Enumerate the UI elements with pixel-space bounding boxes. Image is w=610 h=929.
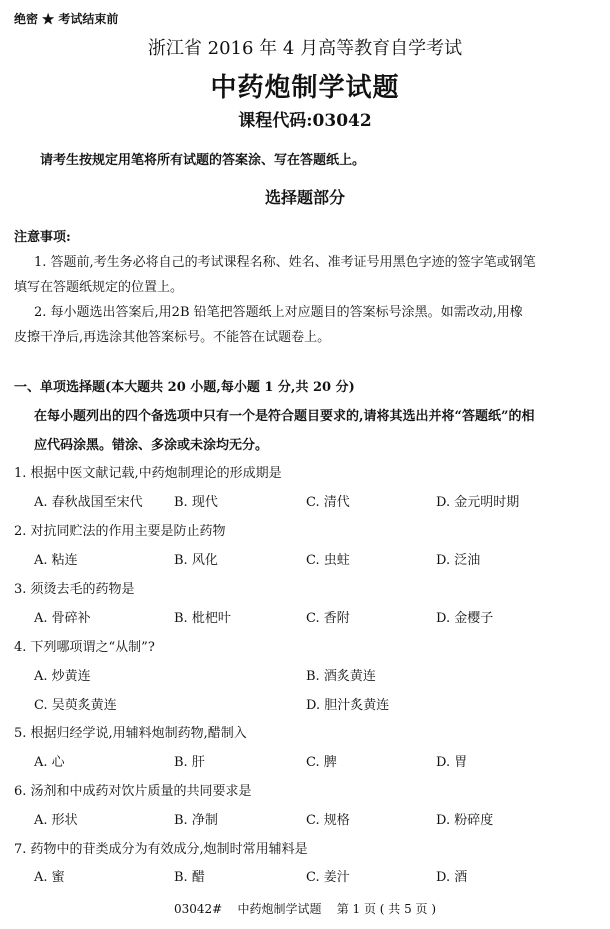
q4-option-a: A. 炒黄连: [34, 669, 91, 684]
q1-option-a: A. 春秋战国至宋代: [34, 495, 143, 510]
q6-option-b: B. 净制: [174, 813, 218, 828]
q1-option-c: C. 清代: [306, 495, 350, 510]
part1-desc-line-2: 应代码涂黑。错涂、多涂或未涂均无分。: [34, 438, 269, 453]
q6-option-a: A. 形状: [34, 813, 78, 828]
note-1-line-1: 1. 答题前,考生务必将自己的考试课程名称、姓名、准考证号用黑色字迹的签字笔或钢笔: [34, 255, 536, 270]
q5-option-a: A. 心: [34, 755, 65, 770]
question-1: 1. 根据中医文献记载,中药炮制理论的形成期是: [14, 466, 282, 481]
q7-option-a: A. 蜜: [34, 870, 65, 885]
note-1-line-2: 填写在答题纸规定的位置上。: [14, 280, 184, 295]
question-7: 7. 药物中的苷类成分为有效成分,炮制时常用辅料是: [14, 842, 308, 857]
q4-option-c: C. 吴萸炙黄连: [34, 698, 117, 713]
question-4: 4. 下列哪项谓之“从制”?: [14, 640, 155, 655]
q3-option-d: D. 金樱子: [436, 611, 494, 626]
question-6: 6. 汤剂和中成药对饮片质量的共同要求是: [14, 784, 252, 799]
q2-option-d: D. 泛油: [436, 553, 481, 568]
note-2-line-2: 皮擦干净后,再选涂其他答案标号。不能答在试题卷上。: [14, 330, 331, 345]
q7-option-b: B. 醋: [174, 870, 205, 885]
notes-title: 注意事项:: [14, 230, 71, 245]
part1-title: 一、单项选择题(本大题共 20 小题,每小题 1 分,共 20 分): [14, 380, 355, 395]
q6-option-d: D. 粉碎度: [436, 813, 494, 828]
answer-instruction: 请考生按规定用笔将所有试题的答案涂、写在答题纸上。: [40, 153, 366, 168]
secret-mark: 绝密 ★ 考试结束前: [14, 12, 119, 26]
q2-option-c: C. 虫蛀: [306, 553, 350, 568]
q5-option-d: D. 胃: [436, 755, 468, 770]
q7-option-c: C. 姜汁: [306, 870, 350, 885]
course-code: 课程代码:03042: [238, 111, 372, 131]
part1-desc-line-1: 在每小题列出的四个备选项中只有一个是符合题目要求的,请将其选出并将“答题纸”的相: [34, 409, 535, 424]
exam-title: 浙江省 2016 年 4 月高等教育自学考试: [147, 38, 463, 59]
q4-option-b: B. 酒炙黄连: [306, 669, 376, 684]
q4-option-d: D. 胆汁炙黄连: [306, 698, 390, 713]
q2-option-a: A. 粘连: [34, 553, 78, 568]
q7-option-d: D. 酒: [436, 870, 468, 885]
note-2-line-1: 2. 每小题选出答案后,用2B 铅笔把答题纸上对应题目的答案标号涂黑。如需改动,用橡: [34, 305, 523, 320]
page-footer: 03042# 中药炮制学试题 第 1 页 ( 共 5 页 ): [173, 902, 437, 916]
q3-option-b: B. 枇杷叶: [174, 611, 231, 626]
q3-option-a: A. 骨碎补: [34, 611, 91, 626]
question-2: 2. 对抗同贮法的作用主要是防止药物: [14, 524, 226, 539]
q2-option-b: B. 风化: [174, 553, 218, 568]
q5-option-c: C. 脾: [306, 755, 337, 770]
q1-option-b: B. 现代: [174, 495, 218, 510]
q6-option-c: C. 规格: [306, 813, 350, 828]
q1-option-d: D. 金元明时期: [436, 495, 520, 510]
paper-title: 中药炮制学试题: [210, 73, 400, 103]
question-3: 3. 须烫去毛的药物是: [14, 582, 135, 597]
question-5: 5. 根据归经学说,用辅料炮制药物,醋制入: [14, 726, 247, 741]
section-heading: 选择题部分: [264, 188, 345, 207]
q3-option-c: C. 香附: [306, 611, 350, 626]
q5-option-b: B. 肝: [174, 755, 205, 770]
